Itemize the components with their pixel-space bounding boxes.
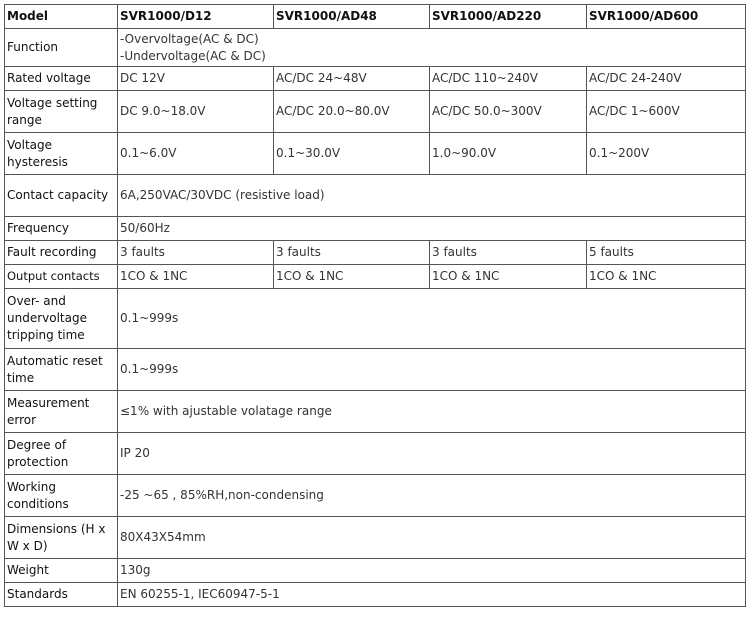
table-row-output-contacts xyxy=(5,265,746,289)
table-row-standards xyxy=(5,583,746,607)
table-row-auto-reset-time xyxy=(5,349,746,391)
table-row-fault-recording xyxy=(5,241,746,265)
row-label-frequency: Frequency xyxy=(5,217,118,241)
table-row-measurement-error xyxy=(5,391,746,433)
row-label-contact-capacity: Contact capacity xyxy=(5,175,118,217)
rated-voltage-ad220: AC/DC 110~240V xyxy=(430,67,587,91)
table-row-voltage-hysteresis xyxy=(5,133,746,175)
row-label-voltage-setting-range: Voltage setting range xyxy=(5,91,118,133)
table-row-contact-capacity xyxy=(5,175,746,217)
degree-of-protection-value: IP 20 xyxy=(118,433,746,475)
frequency-value: 50/60Hz xyxy=(118,217,746,241)
voltage-setting-range-ad220: AC/DC 50.0~300V xyxy=(430,91,587,133)
output-contacts-ad220: 1CO & 1NC xyxy=(430,265,587,289)
row-label-degree-of-protection: Degree of protection xyxy=(5,433,118,475)
standards-value: EN 60255-1, IEC60947-5-1 xyxy=(118,583,746,607)
model-ad600-header: SVR1000/AD600 xyxy=(587,5,746,29)
output-contacts-ad48: 1CO & 1NC xyxy=(274,265,430,289)
row-label-output-contacts: Output contacts xyxy=(5,265,118,289)
table-row-voltage-setting-range xyxy=(5,91,746,133)
fault-recording-ad48: 3 faults xyxy=(274,241,430,265)
function-value xyxy=(118,29,746,67)
model-header-label: Model xyxy=(5,5,118,29)
voltage-hysteresis-ad220: 1.0~90.0V xyxy=(430,133,587,175)
dimensions-value: 80X43X54mm xyxy=(118,517,746,559)
row-label-tripping-time: Over- and undervoltage tripping time xyxy=(5,289,118,349)
fault-recording-ad600: 5 faults xyxy=(587,241,746,265)
voltage-hysteresis-ad48: 0.1~30.0V xyxy=(274,133,430,175)
table-row-working-conditions xyxy=(5,475,746,517)
row-label-rated-voltage: Rated voltage xyxy=(5,67,118,91)
table-row-weight xyxy=(5,559,746,583)
rated-voltage-ad48: AC/DC 24~48V xyxy=(274,67,430,91)
measurement-error-value: ≤1% with ajustable volatage range xyxy=(118,391,746,433)
row-label-voltage-hysteresis: Voltage hysteresis xyxy=(5,133,118,175)
table-header-row xyxy=(5,5,746,29)
function-line-overvoltage: -Overvoltage(AC & DC) xyxy=(120,31,259,46)
row-label-fault-recording: Fault recording xyxy=(5,241,118,265)
row-label-standards: Standards xyxy=(5,583,118,607)
table-row-rated-voltage xyxy=(5,67,746,91)
row-label-measurement-error: Measurement error xyxy=(5,391,118,433)
output-contacts-d12: 1CO & 1NC xyxy=(118,265,274,289)
rated-voltage-d12: DC 12V xyxy=(118,67,274,91)
auto-reset-time-value: 0.1~999s xyxy=(118,349,746,391)
spec-table xyxy=(4,4,746,607)
voltage-hysteresis-d12: 0.1~6.0V xyxy=(118,133,274,175)
table-row-function xyxy=(5,29,746,67)
tripping-time-value: 0.1~999s xyxy=(118,289,746,349)
rated-voltage-ad600: AC/DC 24-240V xyxy=(587,67,746,91)
working-conditions-value: -25 ~65 , 85%RH,non-condensing xyxy=(118,475,746,517)
row-label-weight: Weight xyxy=(5,559,118,583)
table-row-degree-of-protection xyxy=(5,433,746,475)
fault-recording-ad220: 3 faults xyxy=(430,241,587,265)
weight-value: 130g xyxy=(118,559,746,583)
model-d12-header: SVR1000/D12 xyxy=(118,5,274,29)
row-label-auto-reset-time: Automatic reset time xyxy=(5,349,118,391)
fault-recording-d12: 3 faults xyxy=(118,241,274,265)
contact-capacity-value: 6A,250VAC/30VDC (resistive load) xyxy=(118,175,746,217)
table-row-dimensions xyxy=(5,517,746,559)
row-label-working-conditions: Working conditions xyxy=(5,475,118,517)
voltage-setting-range-ad600: AC/DC 1~600V xyxy=(587,91,746,133)
model-ad220-header: SVR1000/AD220 xyxy=(430,5,587,29)
row-label-function: Function xyxy=(5,29,118,67)
table-row-tripping-time xyxy=(5,289,746,349)
table-row-frequency xyxy=(5,217,746,241)
voltage-hysteresis-ad600: 0.1~200V xyxy=(587,133,746,175)
voltage-setting-range-d12: DC 9.0~18.0V xyxy=(118,91,274,133)
output-contacts-ad600: 1CO & 1NC xyxy=(587,265,746,289)
model-ad48-header: SVR1000/AD48 xyxy=(274,5,430,29)
voltage-setting-range-ad48: AC/DC 20.0~80.0V xyxy=(274,91,430,133)
row-label-dimensions: Dimensions (H x W x D) xyxy=(5,517,118,559)
function-line-undervoltage: -Undervoltage(AC & DC) xyxy=(120,48,266,63)
